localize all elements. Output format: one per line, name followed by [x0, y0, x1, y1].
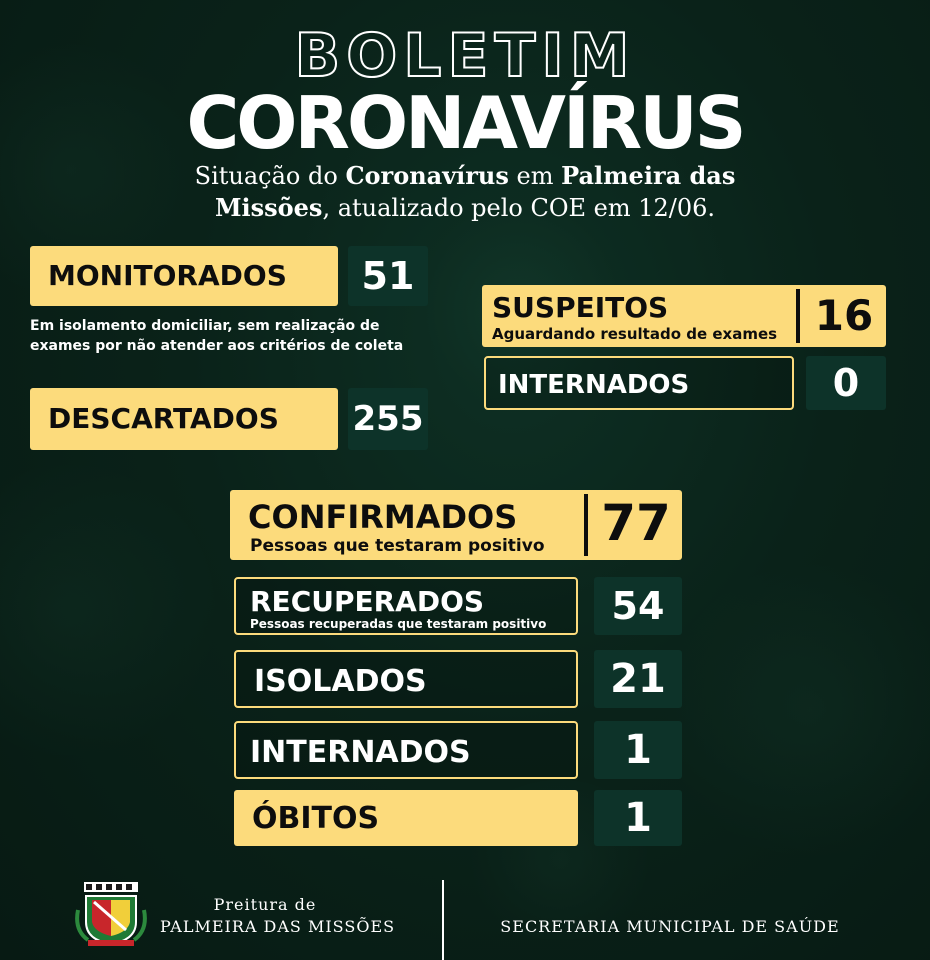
suspeitos-label: SUSPEITOS [492, 291, 669, 324]
isolados-label: ISOLADOS [254, 664, 427, 699]
monitorados-value: 51 [348, 246, 428, 306]
title-boletim: BOLETIM [294, 21, 636, 91]
descartados-value: 255 [348, 388, 428, 450]
monitorados-label: MONITORADOS [48, 259, 287, 292]
confirmados-card [230, 490, 682, 560]
internados-confirmados-value: 1 [594, 721, 682, 779]
isolados-value: 21 [594, 650, 682, 708]
internados-confirmados-label: INTERNADOS [250, 735, 471, 770]
isolados-card [234, 650, 578, 708]
confirmados-divider [584, 494, 588, 556]
obitos-label: ÓBITOS [252, 801, 380, 836]
secretaria-name: SECRETARIA MUNICIPAL DE SAÚDE [500, 917, 840, 936]
internados-suspeitos-card [484, 356, 794, 410]
monitorados-note: Em isolamento domiciliar, sem realização de exames por não atender aos critérios de coleta [30, 318, 404, 354]
suspeitos-value: 16 [814, 291, 874, 340]
confirmados-label: CONFIRMADOS [248, 498, 518, 536]
monitorados-card [30, 246, 338, 306]
title-coronavirus: CORONAVÍRUS [186, 81, 744, 165]
prefeitura-line2: PALMEIRA DAS MISSÕES [160, 917, 396, 936]
subtitle: Situação do Coronavírus em Palmeira das Missões, atualizado pelo COE em 12/06. [194, 161, 736, 222]
suspeitos-card [482, 285, 886, 347]
background-virus-decoration [660, 560, 930, 860]
background-virus-decoration [0, 460, 220, 760]
descartados-label: DESCARTADOS [48, 402, 279, 435]
confirmados-value: 77 [601, 494, 671, 552]
footer-divider [442, 880, 444, 960]
suspeitos-sublabel: Aguardando resultado de exames [492, 325, 778, 343]
prefeitura-line1: Preitura de [213, 895, 317, 914]
recuperados-value: 54 [594, 577, 682, 635]
descartados-card [30, 388, 338, 450]
recuperados-sublabel: Pessoas recuperadas que testaram positivo [250, 617, 547, 631]
confirmados-sublabel: Pessoas que testaram positivo [250, 536, 545, 556]
internados-confirmados-card [234, 721, 578, 779]
coat-of-arms-icon [74, 880, 148, 948]
suspeitos-divider [796, 289, 800, 343]
obitos-value: 1 [594, 790, 682, 846]
recuperados-label: RECUPERADOS [250, 585, 485, 618]
recuperados-card [234, 577, 578, 635]
internados-suspeitos-value: 0 [806, 356, 886, 410]
internados-suspeitos-label: INTERNADOS [498, 370, 690, 400]
obitos-card [234, 790, 578, 846]
